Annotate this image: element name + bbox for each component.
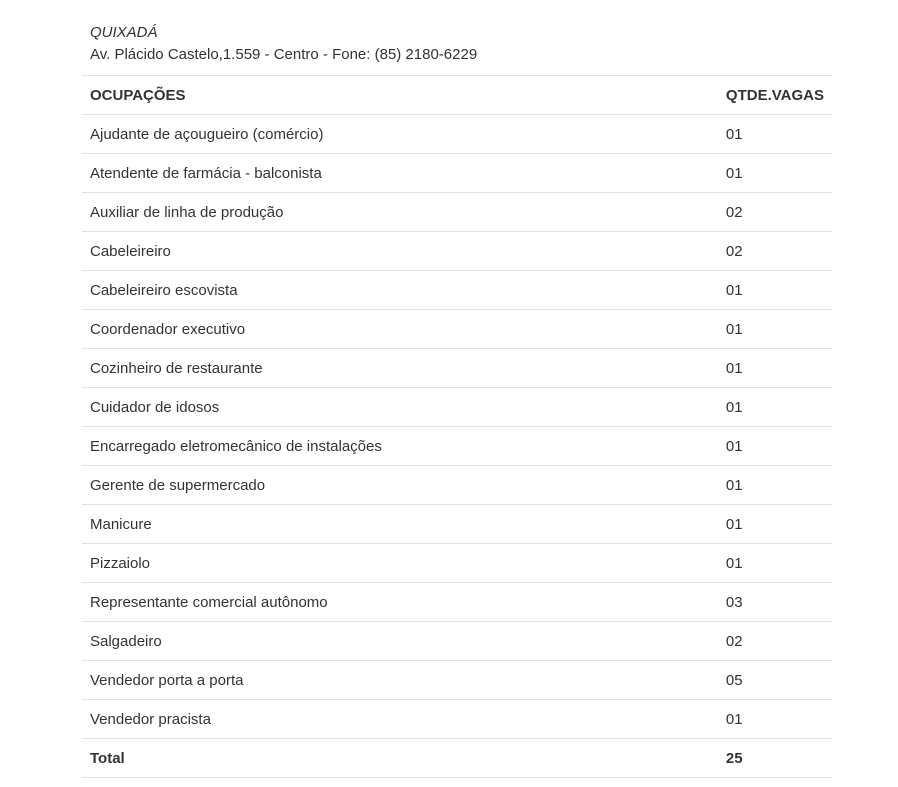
city-name: QUIXADÁ: [90, 24, 158, 41]
table-footer: [82, 739, 832, 778]
table-row: [82, 349, 832, 388]
qty-cell: 01: [718, 310, 832, 349]
column-header-qty: QTDE.VAGAS: [718, 76, 832, 115]
occupation-cell: Cuidador de idosos: [82, 388, 718, 427]
qty-cell: 01: [718, 115, 832, 154]
qty-cell: 01: [718, 388, 832, 427]
table-row: [82, 193, 832, 232]
qty-cell: 03: [718, 583, 832, 622]
table-row: [82, 271, 832, 310]
table-row: [82, 154, 832, 193]
qty-cell: 02: [718, 193, 832, 232]
qty-cell: 01: [718, 505, 832, 544]
table-row: [82, 544, 832, 583]
city-address: Av. Plácido Castelo,1.559 - Centro - Fone: (85) 2180-6229: [90, 46, 478, 63]
table-row: [82, 583, 832, 622]
total-label: Total: [82, 739, 718, 778]
occupation-cell: Vendedor pracista: [82, 700, 718, 739]
table-row: [82, 505, 832, 544]
table-row: [82, 700, 832, 739]
qty-cell: 01: [718, 349, 832, 388]
occupation-cell: Ajudante de açougueiro (comércio): [82, 115, 718, 154]
table-row: [82, 115, 832, 154]
table-row: [82, 427, 832, 466]
occupation-cell: Coordenador executivo: [82, 310, 718, 349]
occupation-cell: Cozinheiro de restaurante: [82, 349, 718, 388]
table-row: [82, 622, 832, 661]
occupation-cell: Representante comercial autônomo: [82, 583, 718, 622]
occupation-cell: Gerente de supermercado: [82, 466, 718, 505]
column-header-occupations: OCUPAÇÕES: [82, 76, 718, 115]
table-row: [82, 466, 832, 505]
table-row: [82, 310, 832, 349]
table-row: [82, 388, 832, 427]
table-header: [82, 76, 832, 115]
table-row: [82, 232, 832, 271]
vacancy-listing: [82, 22, 832, 778]
occupation-cell: Vendedor porta a porta: [82, 661, 718, 700]
table-row: [82, 661, 832, 700]
qty-cell: 02: [718, 622, 832, 661]
qty-cell: 01: [718, 700, 832, 739]
occupation-cell: Manicure: [82, 505, 718, 544]
qty-cell: 01: [718, 271, 832, 310]
qty-cell: 01: [718, 544, 832, 583]
table-header-row: [82, 76, 832, 115]
qty-cell: 02: [718, 232, 832, 271]
occupation-cell: Salgadeiro: [82, 622, 718, 661]
occupation-cell: Cabeleireiro: [82, 232, 718, 271]
qty-cell: 01: [718, 466, 832, 505]
qty-cell: 01: [718, 427, 832, 466]
vacancies-table: [82, 75, 832, 778]
occupation-cell: Cabeleireiro escovista: [82, 271, 718, 310]
occupation-cell: Pizzaiolo: [82, 544, 718, 583]
total-row: [82, 739, 832, 778]
occupation-cell: Encarregado eletromecânico de instalações: [82, 427, 718, 466]
total-qty: 25: [718, 739, 832, 778]
occupation-cell: Auxiliar de linha de produção: [82, 193, 718, 232]
qty-cell: 01: [718, 154, 832, 193]
table-body: [82, 115, 832, 739]
qty-cell: 05: [718, 661, 832, 700]
occupation-cell: Atendente de farmácia - balconista: [82, 154, 718, 193]
